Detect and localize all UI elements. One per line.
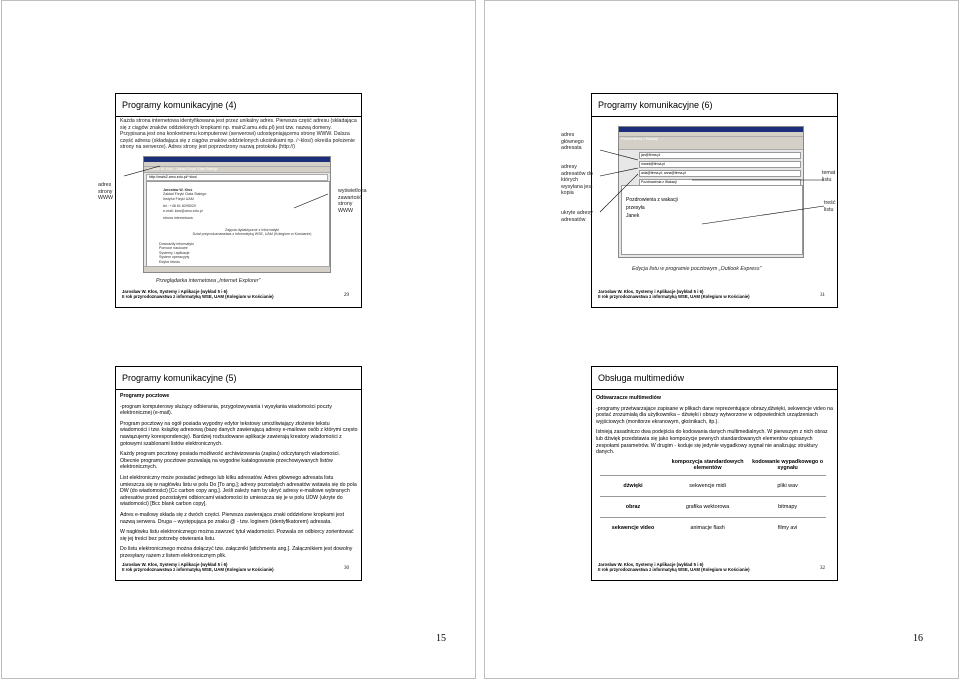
label-topic: temat listu (822, 170, 836, 183)
body-line: Janek (626, 213, 640, 219)
mail-title: Pozdrowienia z Wakacji (621, 137, 658, 141)
label-address: adres strony WWW (98, 182, 113, 201)
slide-32 (591, 366, 838, 581)
table-cell: filmy avi (777, 525, 798, 531)
table-cell: sekwencje midi (666, 476, 749, 497)
slide-footer (122, 289, 355, 303)
paragraph: W nagłówku listu elektronicznego można zawrzeć tytuł wiadomości. Pozwala on odbiorcy zorientować się jej treści bez potrzeby otwierania listu. (120, 529, 354, 542)
content-line[interactable]: Systemy i aplikacje (159, 250, 190, 255)
table-cell: animacje flash (690, 525, 725, 531)
content-line[interactable]: System operacyjny (159, 255, 190, 260)
row-label: dźwięki (600, 476, 666, 497)
slide-30 (115, 366, 362, 581)
slide-heading: Programy pocztowe (120, 393, 170, 399)
content-line: Zajęcia dydaktyczne z Informatyki (225, 228, 279, 232)
label-content: treść listu (824, 200, 836, 213)
slide-caption: Przeglądarka internetowa „Internet Explorer” (156, 278, 261, 284)
slide-title: Programy komunikacyjne (6) (592, 94, 837, 117)
slide-footer (122, 562, 355, 576)
page-left (1, 0, 476, 679)
slide-text: Każda strona internetowa identyfikowana jest przez unikalny adres. Pierwsza część adresu (składająca się z ciągów znaków oddzielonych kropkami np. main2.amu.edu.pl) jest tzw. nazwą domeny. Przypisana jest ona konkretnemu komputerowi (serwerowi) udostępniającemu stronę WWW. Dalsza część adresu (składająca się z ciągów znaków oddzielonych ukośnikami np. /~klos/) określa położenie strony na serwerze). Adres strony jest poprzedzony nazwą protokołu (http://) (120, 118, 357, 151)
table-cell: bitmapy (749, 497, 826, 518)
paragraph: Program pocztowy na ogół posiada wygodny edytor tekstowy umożliwiający złożenie tekstu wiadomości i tzw. książkę adresową (bazę danych zawierającą adresy e-mailowe osób z którymi często nawiązujemy korespondencję). Bardziej rozbudowane aplikacje zawierają kreatory wiadomości z gotowymi szablonami listów elektronicznych. (120, 420, 358, 447)
paragraph: -programy przetwarzające zapisane w plikach dane reprezentujące obrazy,dźwięki, sekwencje video na postać zrozumiałą dla użytkownika – dźwięki i obrazy wytworzone w odpowiednich urządzeniach wyjściowych (monitorze ekranowym, głośnikach, itp.). (596, 405, 833, 425)
table-cell: pliki wav (749, 476, 826, 497)
content-line: Dział przyrodoznawstwa z informatyką WSE, UAM (Kolegium w Kościanie) (192, 232, 312, 237)
table-cell: grafika wektorowa (666, 497, 749, 518)
browser-address-bar[interactable]: http://main2.amu.edu.pl/~klos/ (146, 174, 328, 181)
arrows (592, 94, 839, 309)
table-row (600, 518, 826, 539)
content-line: Jarosław W. Kłos (163, 188, 193, 192)
footer-author: Jarosław W. Kłos, Systemy i Aplikacje (wykład 5 i 6) (122, 289, 228, 294)
slide-number: 32 (820, 566, 825, 571)
to-field[interactable]: jan@firma.pl (639, 152, 801, 159)
content-line: e-mail: klos@amu.edu.pl (163, 208, 203, 213)
label-content: wyświetlona zawartość strony WWW (338, 188, 367, 214)
slide-number: 31 (820, 293, 825, 298)
slide-title: Programy komunikacyjne (4) (116, 94, 361, 117)
multimedia-table (600, 455, 826, 538)
content-line[interactable]: Pomoce naukowe (159, 246, 188, 251)
footer-author: Jarosław W. Kłos, Systemy i Aplikacje (wykład 5 i 6) (122, 562, 228, 567)
slide-footer (598, 289, 831, 303)
arrows (116, 94, 367, 309)
bcc-field[interactable]: ania@firma.pl; anna@firma.pl (639, 170, 801, 177)
footer-course: II rok przyrodoznawstwa z informatyką WSE, UAM (Kolegium w Kościanie) (598, 567, 750, 572)
header-cell: kompozycja standardowych elementów (666, 455, 749, 476)
header-cell (600, 455, 666, 476)
slide-caption: Edycja listu w programie pocztowym „Outlook Express” (632, 266, 762, 272)
footer-author: Jarosław W. Kłos, Systemy i Aplikacje (wykład 5 i 6) (598, 562, 704, 567)
paragraph: -program komputerowy służący odbierania, przygotowywania i wysyłania wiadomości poczty elektronicznej (e-mail). (120, 403, 332, 417)
page-right (484, 0, 959, 679)
subject-field[interactable]: Pozdrowienia z Wakacji (639, 179, 801, 186)
paragraph: List elektroniczny może posiadać jednego lub kilku adresatów. Adres głównego adresata listu umieszcza się w nagłówku listu w polu Do [To ang.]; adresy pozostałych adresatów wstawia się do pola DW (do wiadomości) [Cc carbon copy ang.]. Jeśli zależy nam by ukryć adresy e-mailowe wybranych adresatów przed pozostałymi odbiorcami wiadomości to umieszcza się je w polu UDW (ukryte do wiadomości) [Bcc blank carbon copy]. (120, 474, 357, 508)
content-line: Instytut Fizyki UAM (163, 196, 194, 201)
page-number-left: 15 (436, 633, 446, 644)
footer-course: II rok przyrodoznawstwa z informatyką WSE, UAM (Kolegium w Kościanie) (598, 294, 750, 299)
slide-footer (598, 562, 831, 576)
slide-title: Obsługa multimediów (592, 367, 837, 390)
content-line: tel.: +48 61 8295029 (163, 204, 196, 209)
table-header-row (600, 455, 826, 476)
footer-course: II rok przyrodoznawstwa z informatyką WSE, UAM (Kolegium w Kościanie) (122, 567, 274, 572)
cc-field[interactable]: marek@firma.pl (639, 161, 801, 168)
body-line: Pozdrowienia z wakacji (626, 197, 678, 203)
footer-course: II rok przyrodoznawstwa z informatyką WSE, UAM (Kolegium w Kościanie) (122, 294, 274, 299)
label-hidden-recipients: ukryte adresy adresatów (561, 210, 593, 223)
slide-number: 29 (344, 293, 349, 298)
body-line: przesyła (626, 205, 645, 211)
row-label: sekwencje video (611, 525, 655, 531)
slide-29 (98, 93, 367, 308)
slide-31 (561, 93, 838, 308)
page-number-right: 16 (913, 633, 923, 644)
footer-author: Jarosław W. Kłos, Systemy i Aplikacje (wykład 5 i 6) (598, 289, 704, 294)
paragraph: Każdy program pocztowy posiada możliwość archiwizowania (zapisu) odczytanych wiadomości. Obecnie programy pocztowe pozwalają na wygodne katalogowanie przechowywanych listów elektronicznych. (120, 451, 340, 471)
row-label: obraz (600, 497, 666, 518)
header-cell: kodowanie wypadkowego o sygnału (749, 455, 826, 476)
paragraph: Istnieją zasadniczo dwa podejścia do kodowania danych multimedialnych. W pierwszym z nich obraz lub dźwięk przedstawia się jako kompozycje pewnych standardowanych elementów opisanych zespołami parametrów. W drugim - koduje się jedynie wygadkowy sygnał nie analizując struktury danych. (596, 429, 828, 456)
paragraph: Do listu elektronicznego można dołączyć tzw. załączniki [attchments ang.]. Załącznikiem jest dowolny przesyłany razem z listem elektronicznym plik. (120, 546, 353, 559)
content-line[interactable]: Edytor tekstu (159, 259, 180, 264)
table-row (600, 476, 826, 497)
browser-title: Jarosław W. Kłos - Zakład Fizyki Ciała Stałego (146, 167, 218, 171)
label-main-recipient: adres głównego adresata (561, 132, 584, 151)
slide-heading: Odtwarzacze multimediów (596, 395, 661, 401)
content-line: Zakład Fizyki Ciała Stałego (163, 192, 207, 197)
slide-title: Programy komunikacyjne (5) (116, 367, 361, 390)
paragraph: Adres e-mailowy składa się z dwóch części. Pierwsza zawierająca znaki oddzielone kropkami jest nazwą serwera. Druga – występująca po znaku @ - tzw. loginem (identyfikatorem) adresata. (120, 511, 345, 525)
content-line[interactable]: Dowodziły informatyki (159, 242, 194, 246)
slide-number: 30 (344, 566, 349, 571)
table-row (600, 497, 826, 518)
content-line: strona internetowa (163, 216, 193, 221)
label-copy-recipients: adresy adresatów do których wysyłana jest kopia (561, 164, 593, 196)
